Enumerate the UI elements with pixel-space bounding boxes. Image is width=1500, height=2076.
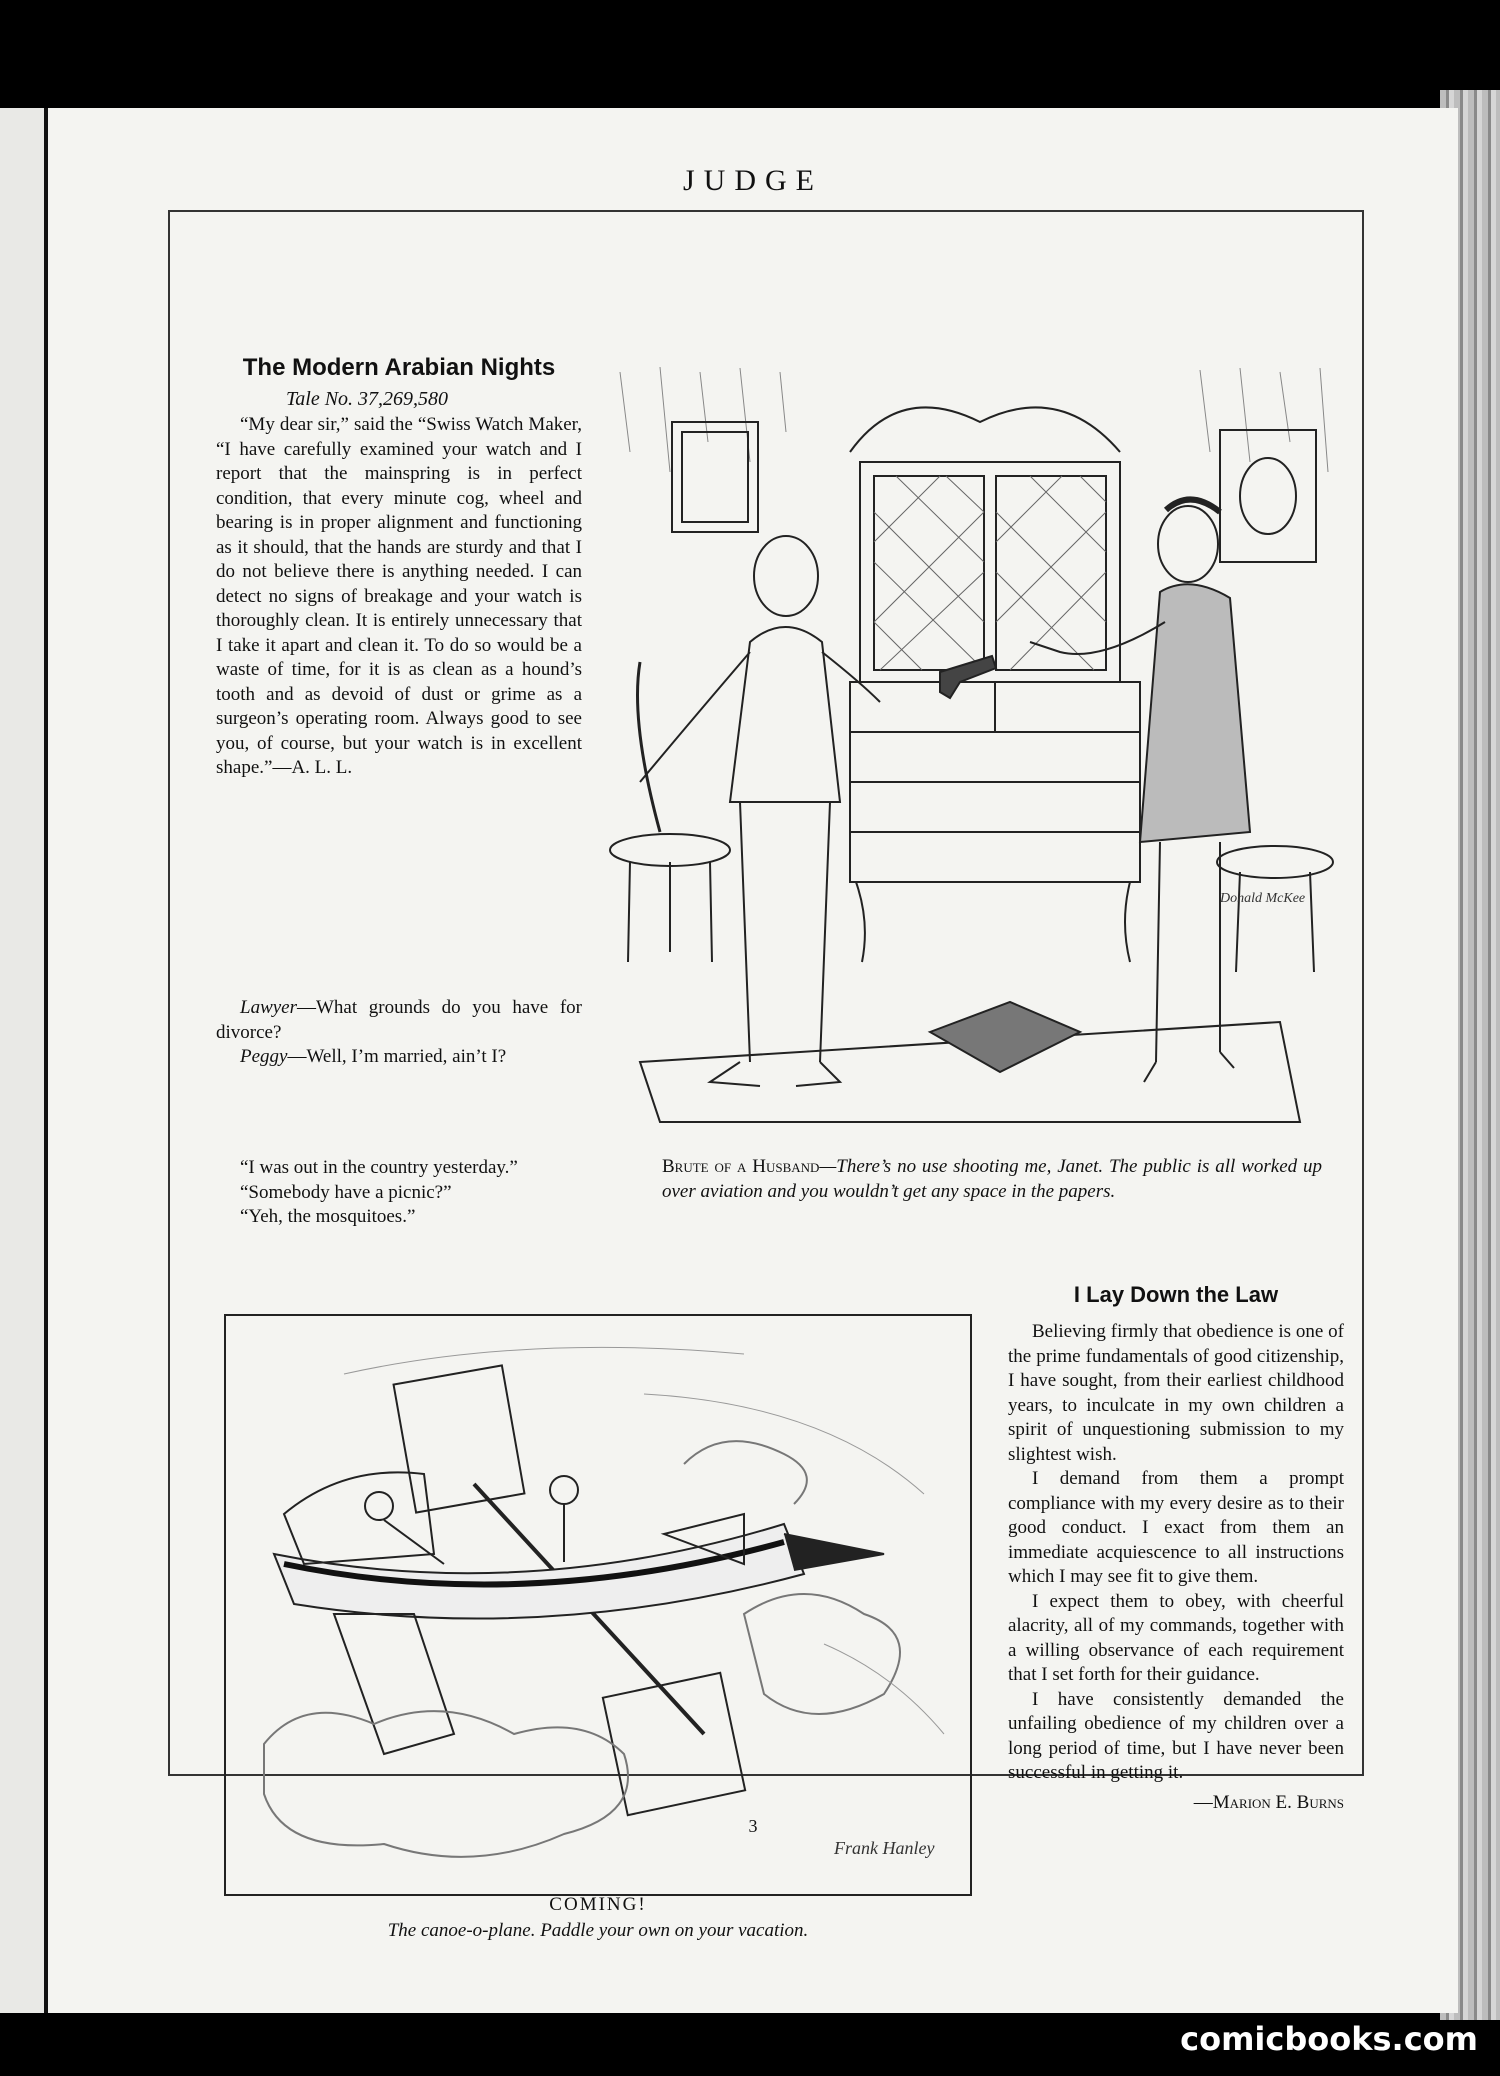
arabian-nights-subtitle: Tale No. 37,269,580 — [286, 388, 449, 410]
country-line-3: “Yeh, the mosquitoes.” — [240, 1206, 416, 1227]
husband-cartoon-caption — [662, 1154, 1322, 1204]
page-number: 3 — [748, 1816, 758, 1836]
peggy-line: —Well, I’m married, ain’t I? — [287, 1046, 507, 1067]
watermark: comicbooks.com — [1180, 2020, 1478, 2058]
canoe-cartoon-signature: Frank Hanley — [834, 1838, 935, 1858]
husband-cartoon-signature: Donald McKee — [1220, 891, 1306, 906]
husband-cartoon-illustration — [600, 362, 1344, 1132]
law-paragraph-2: I demand from them a prompt compliance with my every desire as to their good conduct. I exact from them an immediate acquiescence to all instructions which I may see fit to give them. — [1008, 1468, 1344, 1587]
husband-caption-text: —There’s no use shooting me, Janet. The public is all worked up over aviation and you wouldn’t get any space in the papers. — [662, 1156, 1322, 1202]
arabian-nights-article — [216, 354, 582, 781]
lawyer-speaker: Lawyer — [240, 997, 297, 1018]
law-title: I Lay Down the Law — [1073, 1282, 1279, 1307]
magazine-page — [48, 108, 1458, 2013]
canoe-cartoon-caption — [224, 1892, 972, 1944]
lay-down-law-article — [1008, 1282, 1344, 1814]
left-page-edge — [0, 108, 48, 2013]
country-line-1: “I was out in the country yesterday.” — [240, 1157, 518, 1178]
country-joke — [216, 1156, 582, 1230]
lawyer-line: —What grounds do you have for divorce? — [216, 997, 582, 1043]
law-paragraph-1: Believing firmly that obedience is one of the prime fundamentals of good citizenship, I have sought, from their earliest childhood years, to inculcate in my own children a spirit of unquestioning submission to my slightest wish. — [1008, 1321, 1344, 1465]
canoe-caption-text: The canoe-o-plane. Paddle your own on your vacation. — [387, 1920, 809, 1941]
law-paragraph-3: I expect them to obey, with cheerful alacrity, all of my commands, together with a willing observance of each requirement that I set forth for their guidance. — [1008, 1590, 1344, 1685]
peggy-speaker: Peggy — [240, 1046, 288, 1067]
country-line-2: “Somebody have a picnic?” — [240, 1181, 452, 1203]
canoe-caption-title: COMING! — [549, 1894, 647, 1915]
arabian-nights-title: The Modern Arabian Nights — [242, 354, 556, 381]
lawyer-joke — [216, 996, 582, 1070]
content-frame — [168, 210, 1364, 1941]
law-byline: —Marion E. Burns — [1193, 1791, 1344, 1813]
husband-caption-title: Brute of a Husband — [662, 1156, 820, 1177]
law-paragraph-4: I have consistently demanded the unfailing obedience of my children over a long period of time, but I have never been successful in getting it. — [1008, 1688, 1344, 1783]
masthead: JUDGE — [683, 164, 823, 197]
arabian-nights-body: “My dear sir,” said the “Swiss Watch Maker, “I have carefully examined your watch and I report that the mainspring is in perfect condition, that every minute cog, wheel and bearing is in proper alignment and functioning as it should, that the hands are sturdy and that I do not believe there is anything needed. I can detect no signs of breakage and your watch is thoroughly clean. It is entirely unnecessary that I take it apart and clean it. To do so would be a waste of time, for it is as clean as a hound’s tooth and as devoid of dust or grime as a surgeon’s operating room. Always good to see you, of course, but your watch is in excellent shape.”—A. L. L. — [216, 414, 582, 778]
